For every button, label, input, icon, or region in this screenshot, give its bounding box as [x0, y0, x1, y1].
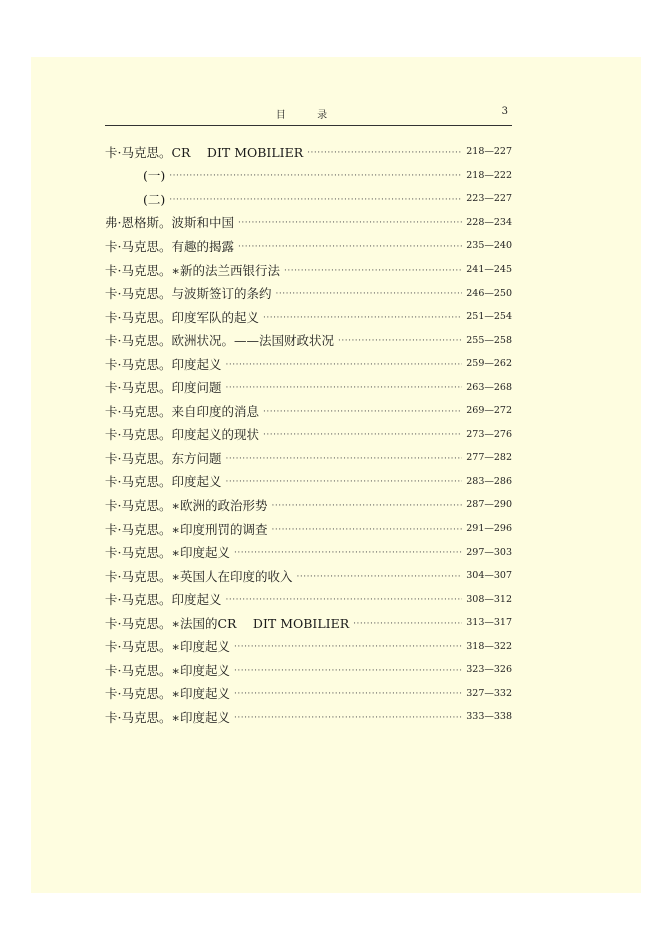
toc-entry-title: 来自印度的消息 [171, 403, 259, 419]
toc-entry-title: 东方问题 [171, 450, 222, 466]
toc-entry-title: (一) [143, 168, 166, 184]
toc-entry-pages: 251—254 [466, 311, 512, 323]
toc-entry-author: 卡·马克思。 [105, 403, 172, 419]
toc-entry [105, 281, 512, 305]
toc-entry [105, 564, 512, 588]
toc-entry [105, 399, 512, 423]
toc-entry-pages: 273—276 [466, 428, 512, 440]
toc-entry [105, 517, 512, 541]
toc-dot-leader [263, 311, 462, 323]
toc-entry-pages: 304—307 [466, 570, 512, 582]
toc-dot-leader [226, 358, 463, 370]
toc-dot-leader [234, 687, 462, 699]
toc-dot-leader [353, 617, 462, 629]
toc-entry [105, 375, 512, 399]
toc-entry-title: 印度起义 [171, 592, 222, 608]
toc-entry-pages: 269—272 [466, 405, 512, 417]
toc-dot-leader [271, 523, 462, 535]
toc-dot-leader [226, 475, 463, 487]
toc-entry-title: ∗法国的CR DIT MOBILIER [171, 615, 350, 631]
toc-entry-author: 卡·马克思。 [105, 380, 172, 396]
toc-entry-pages: 308—312 [466, 593, 512, 605]
toc-entry-title: ∗欧洲的政治形势 [171, 497, 268, 513]
toc-entry [105, 328, 512, 352]
toc-entry [105, 493, 512, 517]
toc-entry-title: ∗印度起义 [171, 662, 230, 678]
toc-entry [105, 658, 512, 682]
toc-entry-title: 与波斯签订的条约 [171, 286, 272, 302]
toc-entry-author: 卡·马克思。 [105, 709, 172, 725]
toc-entry-pages: 287—290 [466, 499, 512, 511]
toc-dot-leader [296, 570, 462, 582]
toc-entry [105, 705, 512, 729]
toc-dot-leader [263, 405, 462, 417]
toc-entry-pages: 263—268 [466, 381, 512, 393]
toc-dot-leader [263, 428, 462, 440]
toc-entry [105, 140, 512, 164]
toc-entry-title: 有趣的揭露 [171, 238, 234, 254]
toc-dot-leader [271, 499, 462, 511]
toc-dot-leader [238, 240, 462, 252]
toc-entry-title: 欧洲状况。——法国财政状况 [171, 333, 334, 349]
toc-entry-title: ∗印度起义 [171, 686, 230, 702]
toc-entry-pages: 255—258 [466, 334, 512, 346]
toc-entry-author: 卡·马克思。 [105, 521, 172, 537]
toc-entry-title: 印度问题 [171, 380, 222, 396]
toc-dot-leader [238, 216, 462, 228]
toc-entry-title: 波斯和中国 [171, 215, 234, 231]
toc-entry-title: ∗印度起义 [171, 545, 230, 561]
toc-entry-title: ∗印度刑罚的调查 [171, 521, 268, 537]
toc-dot-leader [234, 546, 462, 558]
toc-entry-author: 卡·马克思。 [105, 568, 172, 584]
toc-entry-author: 弗·恩格斯。 [105, 215, 172, 231]
toc-entry-author: 卡·马克思。 [105, 427, 172, 443]
toc-entry-author: 卡·马克思。 [105, 592, 172, 608]
toc-dot-leader [307, 146, 462, 158]
toc-entry [105, 470, 512, 494]
toc-entry [105, 540, 512, 564]
running-header [105, 103, 512, 126]
toc-entry-pages: 277—282 [466, 452, 512, 464]
toc-dot-leader [234, 664, 462, 676]
toc-dot-leader [284, 264, 462, 276]
toc-entry-author: 卡·马克思。 [105, 615, 172, 631]
toc-entry-author: 卡·马克思。 [105, 309, 172, 325]
toc-entry-pages: 223—227 [466, 193, 512, 205]
toc-dot-leader [169, 193, 462, 205]
toc-entry [105, 211, 512, 235]
toc-entry-pages: 323—326 [466, 664, 512, 676]
toc-entry-pages: 241—245 [466, 264, 512, 275]
toc-entry [105, 305, 512, 329]
toc-entry-title: ∗新的法兰西银行法 [171, 262, 280, 278]
toc-dot-leader [226, 452, 463, 464]
toc-entry [105, 587, 512, 611]
toc-entry-pages: 291—296 [466, 523, 512, 535]
toc-entry [105, 234, 512, 258]
toc-entry [105, 352, 512, 376]
toc-entry [105, 611, 512, 635]
toc-entry-author: 卡·马克思。 [105, 662, 172, 678]
toc-entry-author: 卡·马克思。 [105, 262, 172, 278]
toc-dot-leader [338, 334, 462, 346]
toc-entry-pages: 318—322 [466, 640, 512, 652]
toc-entry [105, 164, 512, 188]
toc-dot-leader [169, 169, 462, 181]
toc-entry-title: ∗英国人在印度的收入 [171, 568, 293, 584]
header-title: 目 录 [275, 110, 342, 121]
toc-entry [105, 634, 512, 658]
toc-entry-pages: 333—338 [466, 711, 512, 723]
toc-entry [105, 187, 512, 211]
toc-entry-author: 卡·马克思。 [105, 545, 172, 561]
toc-dot-leader [226, 593, 463, 605]
toc-entry-author: 卡·马克思。 [105, 474, 172, 490]
toc-entry-author: 卡·马克思。 [105, 639, 172, 655]
toc-entry-title: 印度军队的起义 [171, 309, 259, 325]
toc-entry-pages: 283—286 [466, 475, 512, 487]
toc-entry-title: 印度起义 [171, 356, 222, 372]
toc-dot-leader [226, 381, 463, 393]
toc-entry-title: 印度起义 [171, 474, 222, 490]
toc-entry [105, 682, 512, 706]
toc-dot-leader [234, 640, 462, 652]
toc-entry-pages: 218—222 [466, 169, 512, 181]
toc-entry-pages: 327—332 [466, 687, 512, 699]
table-of-contents [105, 140, 512, 729]
toc-entry [105, 423, 512, 447]
toc-entry-author: 卡·马克思。 [105, 144, 172, 160]
toc-entry-title: ∗印度起义 [171, 709, 230, 725]
toc-dot-leader [276, 287, 463, 299]
header-page-number: 3 [501, 106, 508, 117]
toc-entry-pages: 235—240 [466, 240, 512, 252]
toc-entry-author: 卡·马克思。 [105, 238, 172, 254]
toc-entry-pages: 228—234 [466, 216, 512, 228]
toc-entry-pages: 259—262 [466, 358, 512, 370]
toc-entry [105, 446, 512, 470]
toc-entry-title: (二) [143, 191, 166, 207]
toc-entry-author: 卡·马克思。 [105, 333, 172, 349]
toc-entry-pages: 218—227 [466, 146, 512, 158]
toc-entry-pages: 246—250 [466, 287, 512, 299]
toc-entry-title: 印度起义的现状 [171, 427, 259, 443]
toc-entry-author: 卡·马克思。 [105, 686, 172, 702]
toc-entry-author: 卡·马克思。 [105, 450, 172, 466]
toc-entry-title: CR DIT MOBILIER [171, 144, 304, 160]
toc-entry-title: ∗印度起义 [171, 639, 230, 655]
toc-entry-pages: 313—317 [466, 617, 512, 629]
toc-entry-author: 卡·马克思。 [105, 497, 172, 513]
toc-entry-pages: 297—303 [466, 546, 512, 558]
toc-entry-author: 卡·马克思。 [105, 286, 172, 302]
toc-entry-author: 卡·马克思。 [105, 356, 172, 372]
toc-dot-leader [234, 711, 462, 723]
toc-entry [105, 258, 512, 282]
